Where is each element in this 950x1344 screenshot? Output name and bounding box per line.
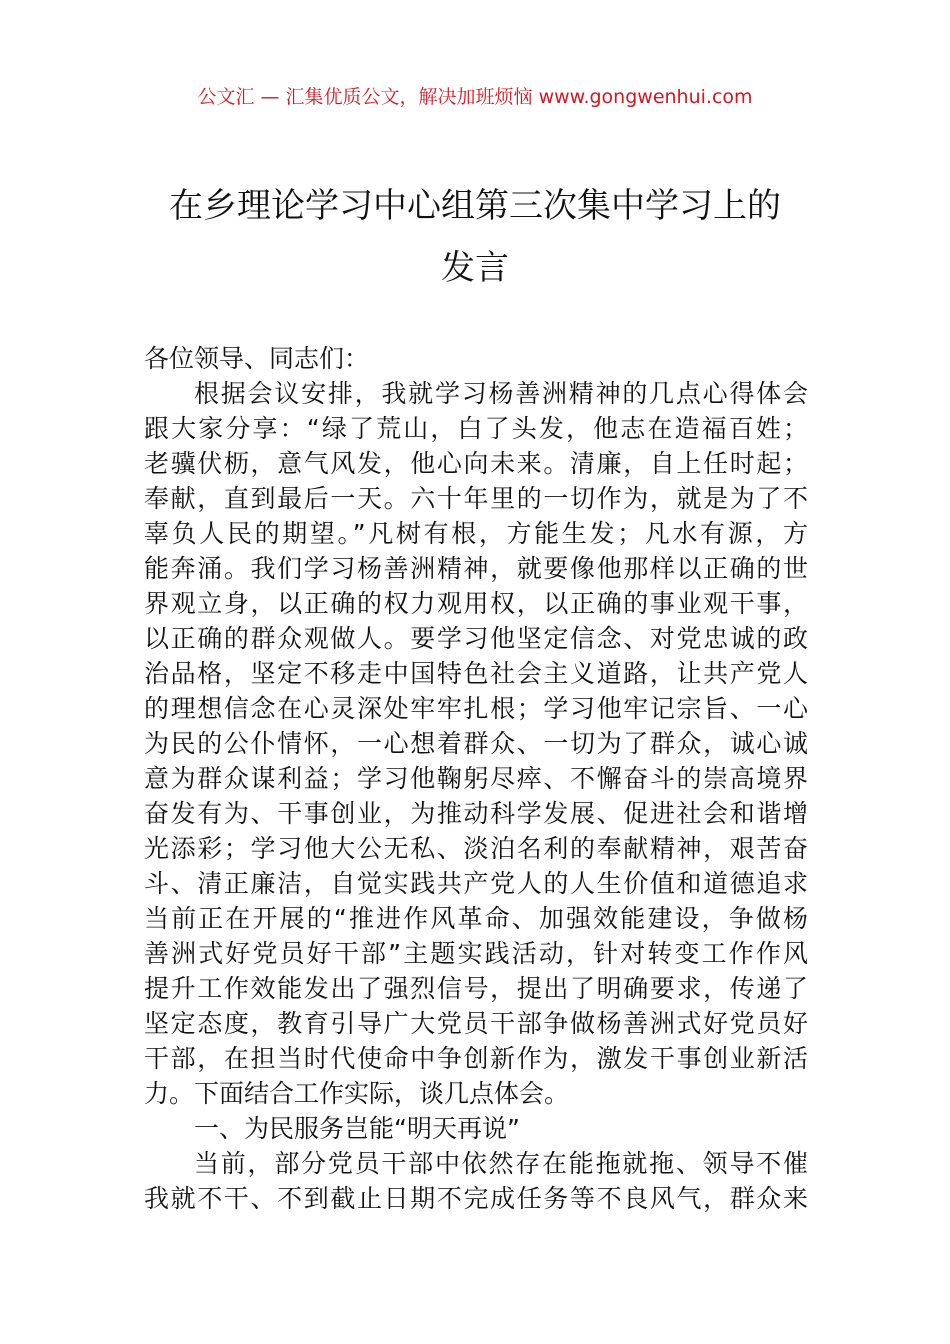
body-line: 当前正在开展的“推进作风革命、加强效能建设，争做杨 xyxy=(144,904,808,933)
body-line: 提升工作效能发出了强烈信号，提出了明确要求，传递了 xyxy=(144,974,808,1003)
title-line-2: 发言 xyxy=(441,248,509,288)
body-line: 跟大家分享：“绿了荒山，白了头发，他志在造福百姓； xyxy=(144,414,808,443)
body-line: 为民的公仆情怀，一心想着群众、一切为了群众，诚心诚 xyxy=(144,729,808,758)
body-line: 斗、清正廉洁，自觉实践共产党人的人生价值和道德追求 xyxy=(144,869,808,898)
section-heading-1: 一、为民服务岂能“明天再说” xyxy=(194,1114,520,1143)
body-line: 力。下面结合工作实际，谈几点体会。 xyxy=(144,1079,570,1108)
title-line-1: 在乡理论学习中心组第三次集中学习上的 xyxy=(169,186,781,226)
header-banner[interactable]: 公文汇 — 汇集优质公文，解决加班烦恼 www.gongwenhui.com xyxy=(197,86,753,108)
body-line: 以正确的群众观做人。要学习他坚定信念、对党忠诚的政 xyxy=(144,624,808,653)
body-line: 根据会议安排，我就学习杨善洲精神的几点心得体会 xyxy=(194,379,808,408)
body-line: 老骥伏枥，意气风发，他心向未来。清廉，自上任时起； xyxy=(144,449,808,478)
document-title xyxy=(120,175,830,299)
body-line: 奉献，直到最后一天。六十年里的一切作为，就是为了不 xyxy=(144,484,808,513)
body-line: 我就不干、不到截止日期不完成任务等不良风气，群众来 xyxy=(144,1184,808,1213)
body-line: 治品格，坚定不移走中国特色社会主义道路，让共产党人 xyxy=(144,659,808,688)
body-line: 善洲式好党员好干部”主题实践活动，针对转变工作作风 xyxy=(144,939,808,968)
body-line: 界观立身，以正确的权力观用权，以正确的事业观干事， xyxy=(144,589,808,618)
document-body xyxy=(144,341,808,1216)
body-line: 意为群众谋利益；学习他鞠躬尽瘁、不懈奋斗的崇高境界 xyxy=(144,764,808,793)
body-line: 干部，在担当时代使命中争创新作为，激发干事创业新活 xyxy=(144,1044,808,1073)
salutation: 各位领导、同志们： xyxy=(144,344,370,373)
body-line: 奋发有为、干事创业，为推动科学发展、促进社会和谐增 xyxy=(144,799,808,828)
body-line: 坚定态度，教育引导广大党员干部争做杨善洲式好党员好 xyxy=(144,1009,808,1038)
body-line: 辜负人民的期望。”凡树有根，方能生发；凡水有源，方 xyxy=(144,519,808,548)
body-line: 的理想信念在心灵深处牢牢扎根；学习他牢记宗旨、一心 xyxy=(144,694,808,723)
body-line: 能奔涌。我们学习杨善洲精神，就要像他那样以正确的世 xyxy=(144,554,808,583)
body-line: 光添彩；学习他大公无私、淡泊名利的奉献精神，艰苦奋 xyxy=(144,834,808,863)
body-line: 当前，部分党员干部中依然存在能拖就拖、领导不催 xyxy=(194,1149,808,1178)
